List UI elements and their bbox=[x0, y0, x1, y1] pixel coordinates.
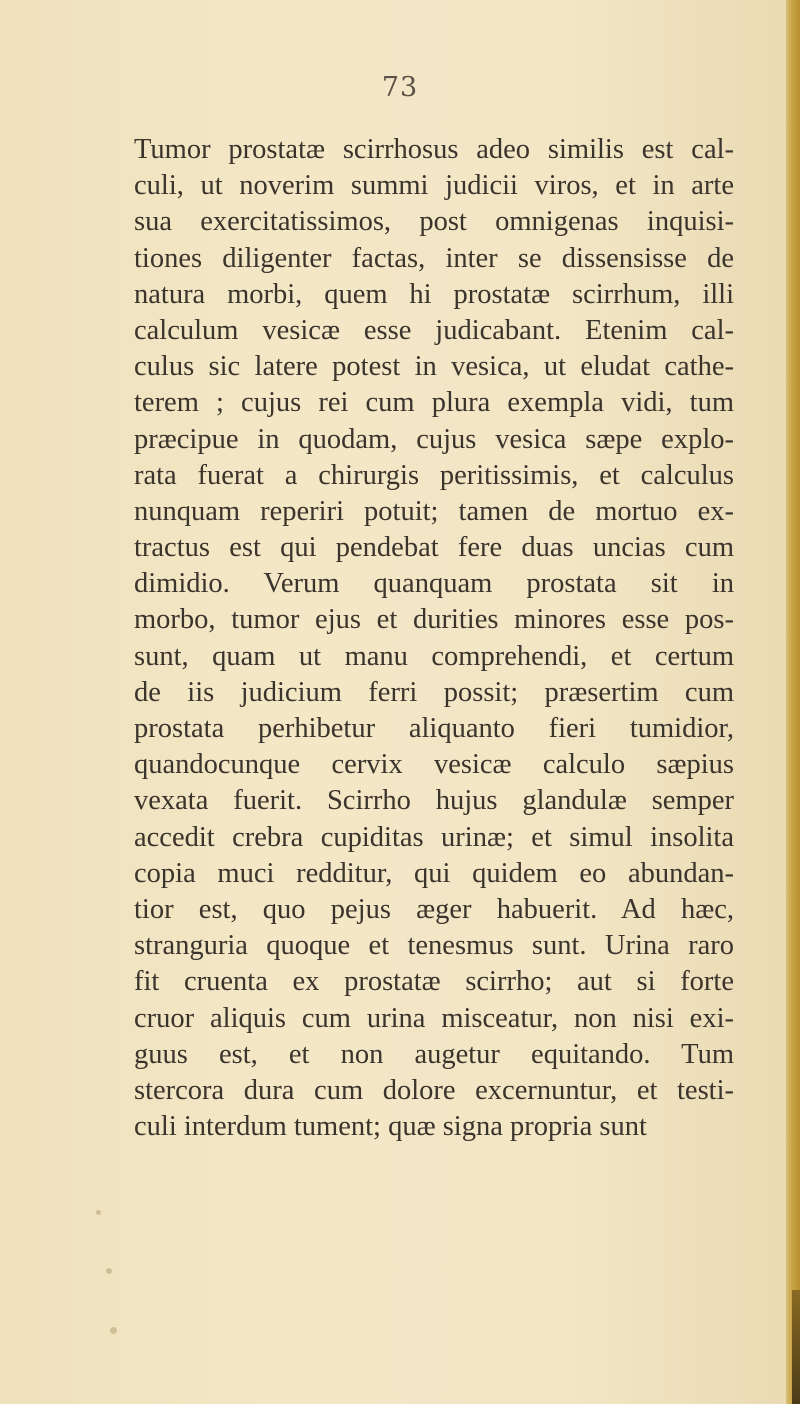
text-line: dimidio. Verum quanquam prostata sit in bbox=[134, 568, 734, 600]
page-edge bbox=[786, 0, 800, 1404]
text-line: quandocunque cervix vesicæ calculo sæpius bbox=[134, 749, 734, 781]
text-line: Tumor prostatæ scirrhosus adeo similis est cal- bbox=[134, 134, 734, 165]
text-line: stranguria quoque et tenesmus sunt. Urina raro bbox=[134, 930, 734, 962]
text-line: de iis judicium ferri possit; præsertim cum bbox=[134, 676, 734, 708]
text-line: culi interdum tument; quæ signa propria sunt bbox=[134, 1111, 647, 1143]
text-line: stercora dura cum dolore excernuntur, et testi- bbox=[134, 1074, 734, 1106]
text-line: rata fuerat a chirurgis peritissimis, et calculus bbox=[134, 459, 734, 491]
text-line: guus est, et non augetur equitando. Tum bbox=[134, 1038, 734, 1070]
paper-speck bbox=[96, 1210, 101, 1215]
text-line: sua exercitatissimos, post omnigenas inquisi- bbox=[134, 206, 734, 238]
text-line: tior est, quo pejus æger habuerit. Ad hæc, bbox=[134, 893, 734, 925]
body-text bbox=[134, 132, 734, 1145]
text-line: cruor aliquis cum urina misceatur, non nisi exi- bbox=[134, 1002, 734, 1034]
text-line: calculum vesicæ esse judicabant. Etenim cal- bbox=[134, 314, 734, 346]
text-line: præcipue in quodam, cujus vesica sæpe explo- bbox=[134, 423, 734, 455]
text-line: fit cruenta ex prostatæ scirrho; aut si forte bbox=[134, 966, 734, 998]
text-line: morbo, tumor ejus et durities minores esse pos- bbox=[134, 604, 734, 636]
text-line: terem ; cujus rei cum plura exempla vidi, tum bbox=[134, 387, 734, 419]
text-line: prostata perhibetur aliquanto fieri tumidior, bbox=[134, 713, 734, 744]
text-line: natura morbi, quem hi prostatæ scirrhum, illi bbox=[134, 278, 734, 310]
text-line: vexata fuerit. Scirrho hujus glandulæ semper bbox=[134, 785, 734, 817]
text-line: culus sic latere potest in vesica, ut eludat cathe- bbox=[134, 351, 734, 383]
page-edge-shadow bbox=[792, 1290, 800, 1404]
page-number: 73 bbox=[381, 72, 419, 103]
text-line: accedit crebra cupiditas urinæ; et simul insolita bbox=[134, 821, 734, 853]
paper-speck bbox=[106, 1268, 112, 1274]
paper-speck bbox=[110, 1327, 117, 1334]
text-line: nunquam reperiri potuit; tamen de mortuo ex- bbox=[134, 495, 734, 527]
text-line: sunt, quam ut manu comprehendi, et certum bbox=[134, 640, 734, 672]
text-line: culi, ut noverim summi judicii viros, et in arte bbox=[134, 170, 734, 202]
text-line: tiones diligenter factas, inter se dissensisse de bbox=[134, 242, 734, 274]
text-line: tractus est qui pendebat fere duas uncias cum bbox=[134, 532, 734, 564]
text-line: copia muci redditur, qui quidem eo abundan- bbox=[134, 857, 734, 889]
